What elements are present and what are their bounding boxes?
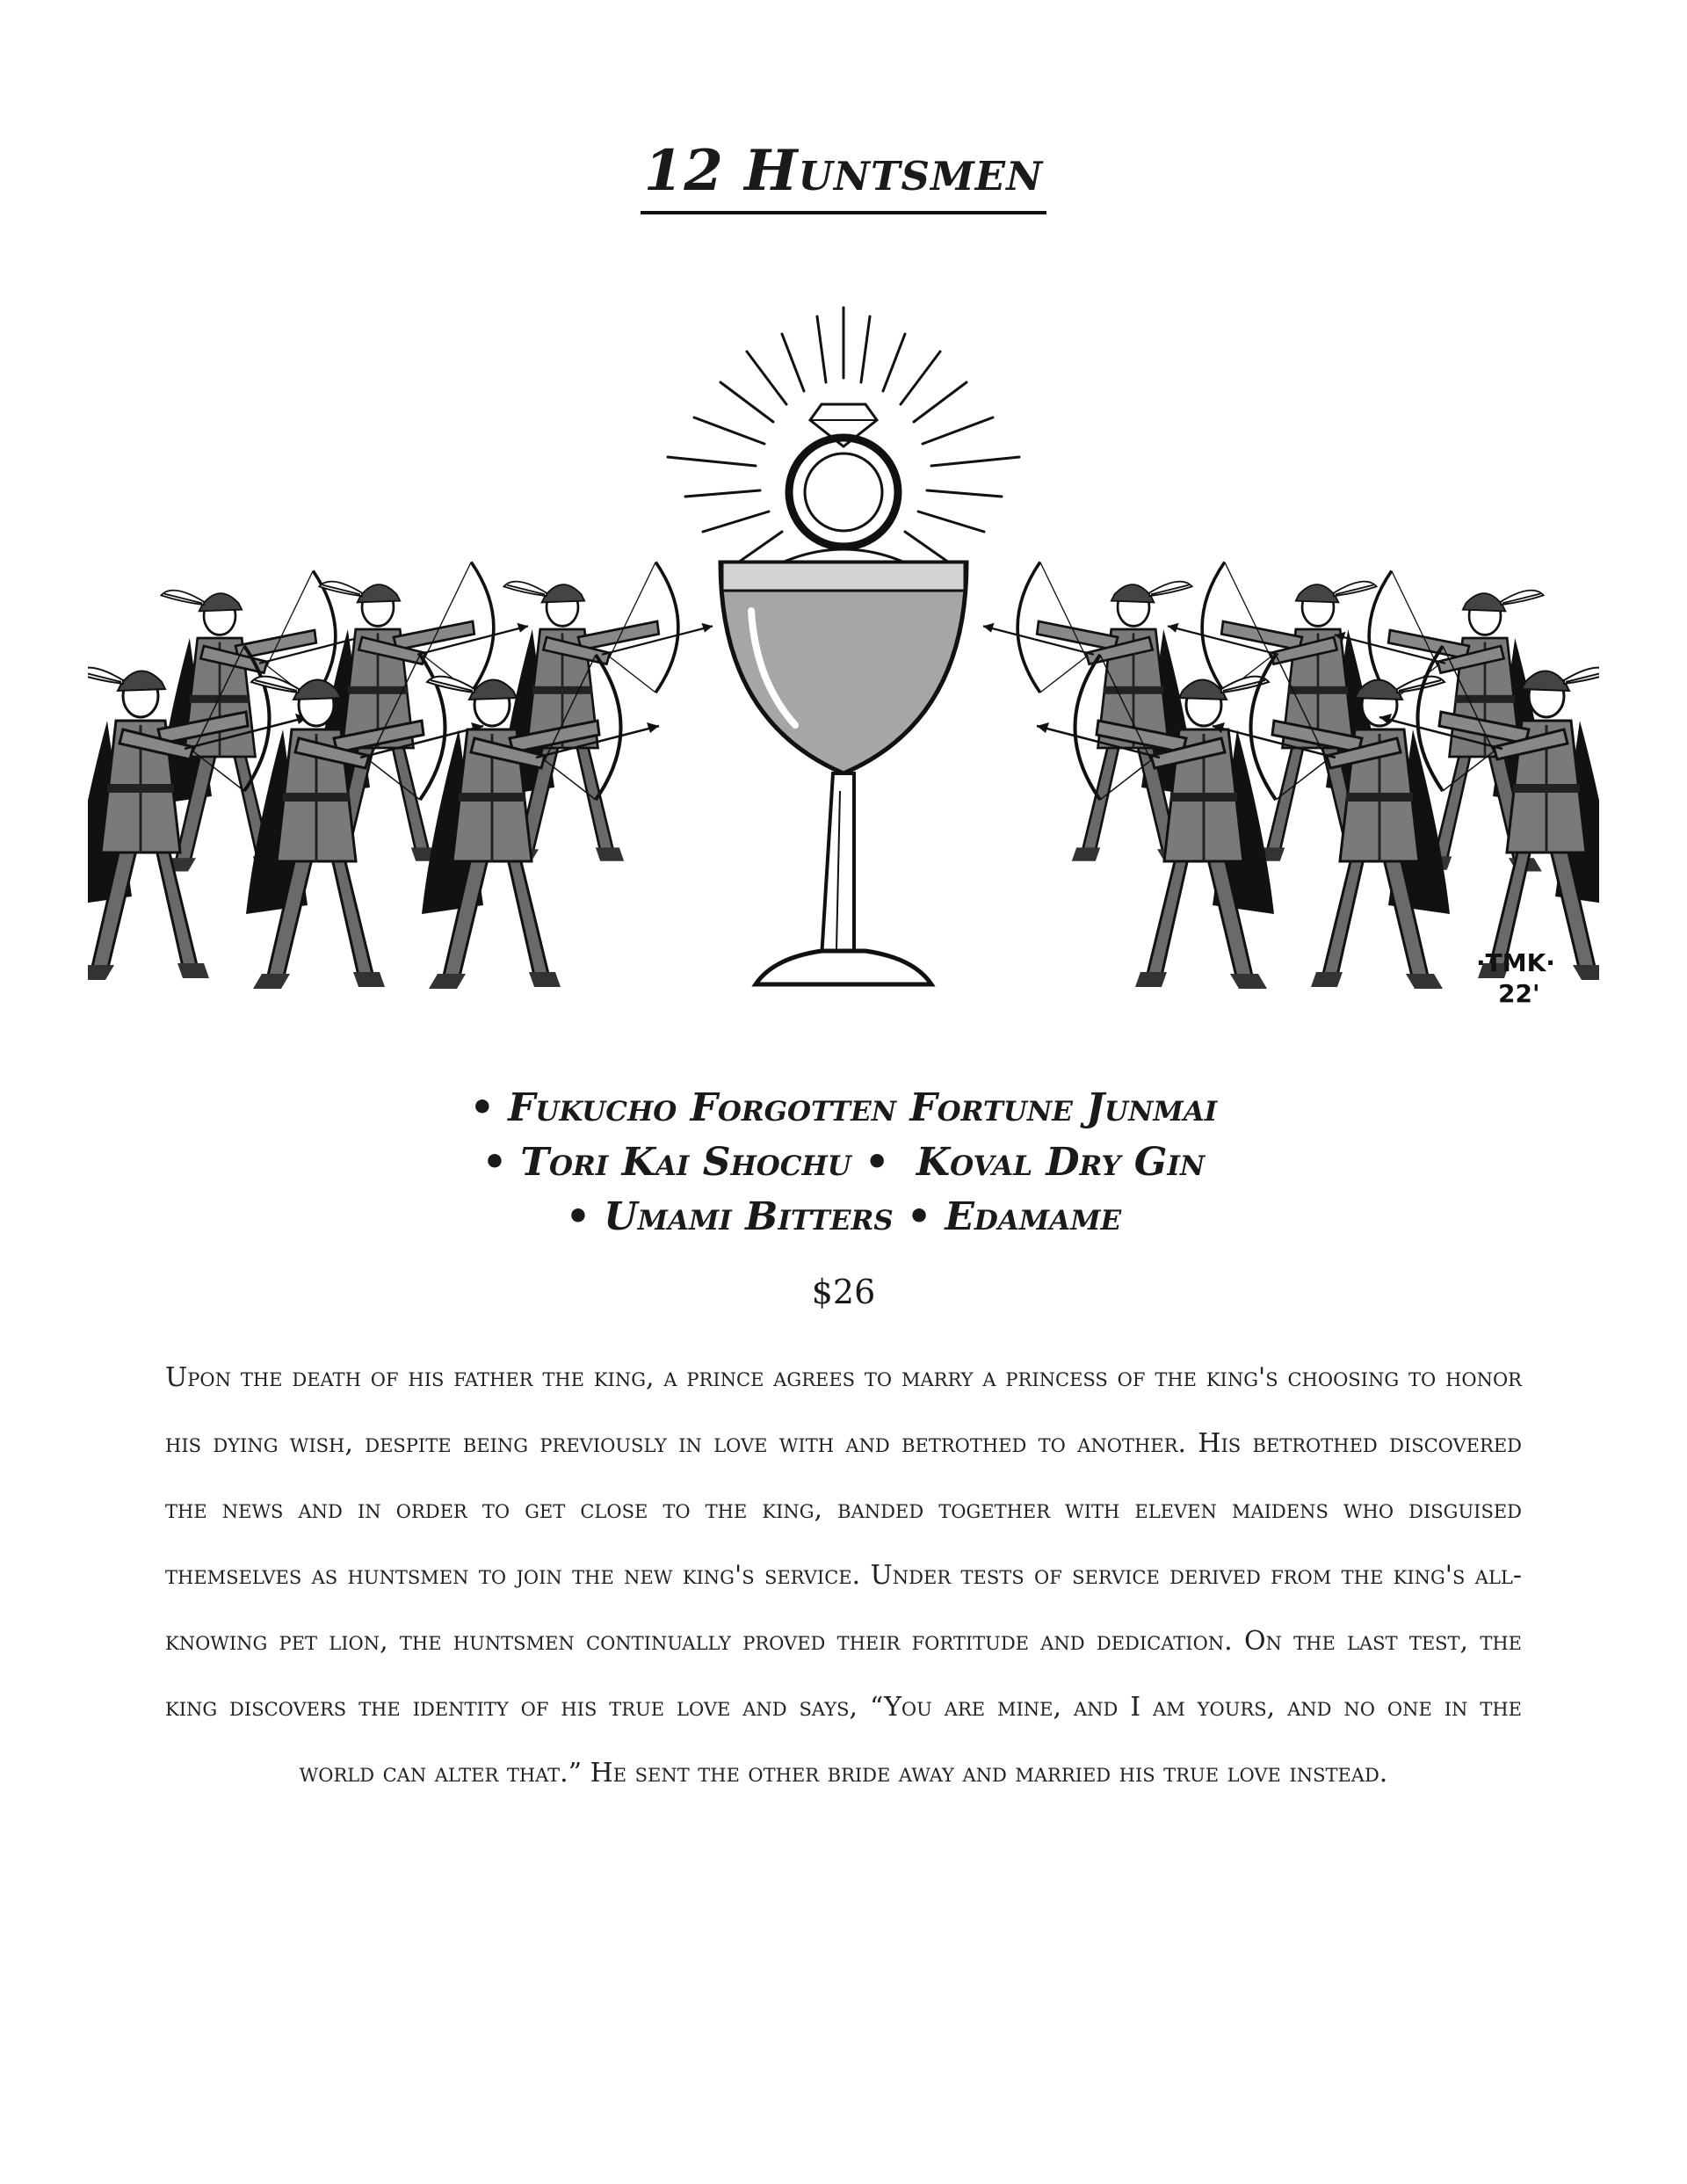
ingredient-list bbox=[0, 1081, 1687, 1244]
price: $26 bbox=[811, 1273, 876, 1311]
artist-signature-2: 22' bbox=[1498, 979, 1540, 1008]
cocktail-illustration bbox=[88, 281, 1599, 1028]
title-wrap bbox=[0, 138, 1687, 214]
archer-icon bbox=[499, 562, 713, 863]
artist-signature-1: ·TMK· bbox=[1476, 948, 1555, 977]
ingredient-line: • Umami Bitters • Edamame bbox=[565, 1194, 1122, 1239]
ingredient-line: • Fukucho Forgotten Fortune Junmai bbox=[469, 1085, 1218, 1130]
story-paragraph: Upon the death of his father the king, a prince agrees to marry a princess of the king's choosing to honor his dying wish, despite being previously in love with and betrothed to another. His betrothed discovered the news and in order to get close to the king, banded together with eleven maidens who disguised themselves as huntsmen to join the new king's service. Under tests of service derived from the king's all-knowing pet lion, the huntsmen continually proved their fortitude and dedication. On the last test, the king discovers the identity of his true love and says, “You are mine, and I am yours, and no one in the world can alter that.” He sent the other bride away and married his true love instead. bbox=[165, 1362, 1523, 1789]
page-title: 12 Huntsmen bbox=[641, 141, 1046, 214]
archer-icon bbox=[983, 562, 1197, 863]
archers-left bbox=[88, 562, 713, 990]
ingredient-line: • Tori Kai Shochu • Koval Dry Gin bbox=[481, 1140, 1206, 1185]
archers-right bbox=[983, 562, 1599, 990]
diamond-ring-icon bbox=[668, 308, 1019, 571]
cocktail-coupe-icon bbox=[720, 562, 967, 984]
